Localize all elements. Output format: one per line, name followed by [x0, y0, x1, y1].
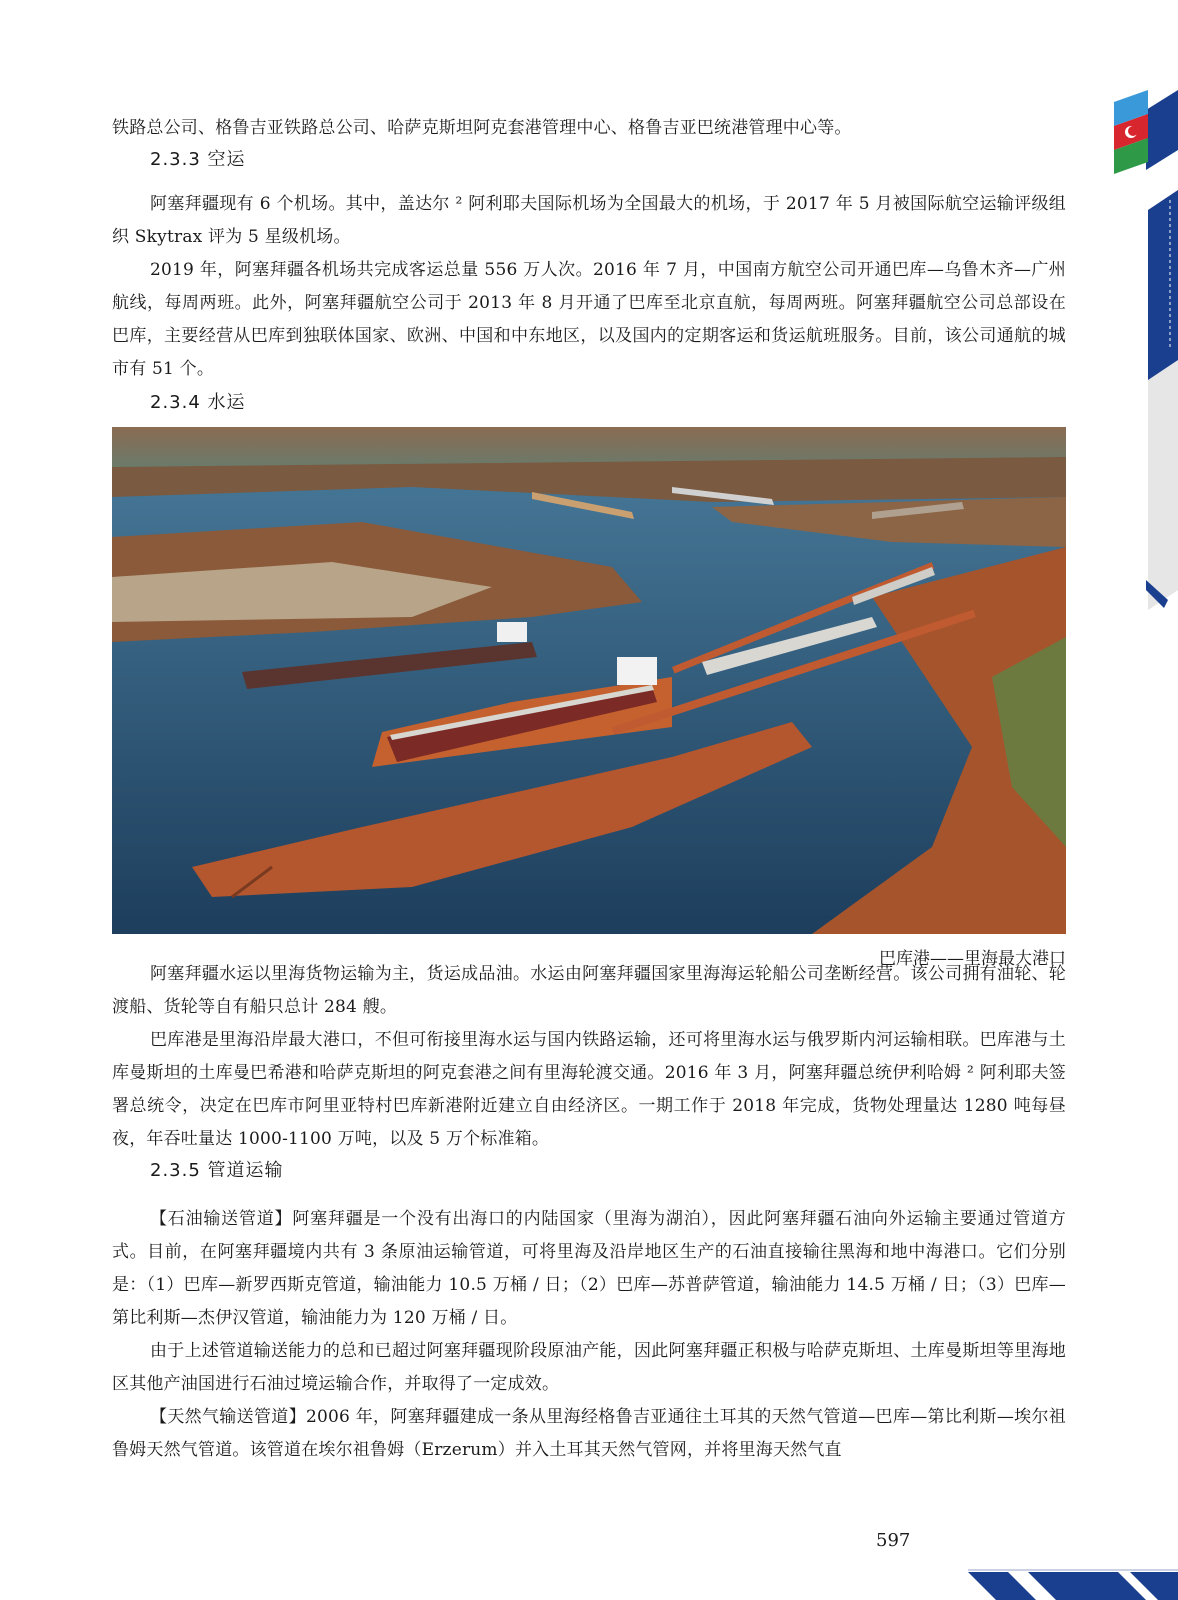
page-number: 597 [876, 1530, 911, 1551]
azerbaijan-flag-icon [1114, 90, 1148, 174]
paragraph-pipeline-cooperation: 由于上述管道输送能力的总和已超过阿塞拜疆现阶段原油产能，因此阿塞拜疆正积极与哈萨克斯坦、土库曼斯坦等里海地区其他产油国进行石油过境运输合作，并取得了一定成效。 [112, 1341, 1066, 1394]
paragraph-gas-pipeline: 【天然气输送管道】2006 年，阿塞拜疆建成一条从里海经格鲁吉亚通往土耳其的天然气管道—巴库—第比利斯—埃尔祖鲁姆天然气管道。该管道在埃尔祖鲁姆（Erzerum）并入土耳其天然气管网，并将里海天然气直 [112, 1407, 1066, 1460]
photo-caption: 巴库港——里海最大港口 [879, 949, 1066, 969]
paragraph-water-2: 巴库港是里海沿岸最大港口，不但可衔接里海水运与国内铁路运输，还可将里海水运与俄罗斯内河运输相联。巴库港与土库曼斯坦的土库曼巴希港和哈萨克斯坦的阿克套港之间有里海轮渡交通。2016 年 3 月，阿塞拜疆总统伊利哈姆 ² 阿利耶夫签署总统令，决定在巴库市阿里亚特村巴库新港附近建立自由经济区。一期工作于 2018 年完成，货物处理量达 1280 吨每昼夜，年吞吐量达 1000-1100 万吨，以及 5 万个标准箱。 [112, 1030, 1066, 1149]
section-heading-pipeline: 2.3.5 管道运输 [150, 1160, 284, 1181]
paragraph-rail-continued: 铁路总公司、格鲁吉亚铁路总公司、哈萨克斯坦阿克套港管理中心、格鲁吉亚巴统港管理中心等。 [112, 118, 852, 138]
section-heading-air: 2.3.3 空运 [150, 149, 246, 170]
footer-decoration [958, 1530, 1178, 1600]
paragraph-air-1: 阿塞拜疆现有 6 个机场。其中，盖达尔 ² 阿利耶夫国际机场为全国最大的机场，于 2017 年 5 月被国际航空运输评级组织 Skytrax 评为 5 星级机场。 [112, 194, 1066, 247]
port-photo [112, 427, 1066, 934]
sidebar-decoration [1088, 90, 1178, 610]
paragraph-water-1: 阿塞拜疆水运以里海货物运输为主，货运成品油。水运由阿塞拜疆国家里海海运轮船公司垄断经营。该公司拥有油轮、轮渡船、货轮等自有船只总计 284 艘。 [112, 964, 1066, 1017]
paragraph-air-2: 2019 年，阿塞拜疆各机场共完成客运总量 556 万人次。2016 年 7 月，中国南方航空公司开通巴库—乌鲁木齐—广州航线，每周两班。此外，阿塞拜疆航空公司于 2013 年 8 月开通了巴库至北京直航，每周两班。阿塞拜疆航空公司总部设在巴库，主要经营从巴库到独联体国家、欧洲、中国和中东地区，以及国内的定期客运和货运航班服务。目前，该公司通航的城市有 51 个。 [112, 260, 1066, 379]
paragraph-oil-pipeline: 【石油输送管道】阿塞拜疆是一个没有出海口的内陆国家（里海为湖泊），因此阿塞拜疆石油向外运输主要通过管道方式。目前，在阿塞拜疆境内共有 3 条原油运输管道，可将里海及沿岸地区生产的石油直接输往黑海和地中海港口。它们分别是：（1）巴库—新罗西斯克管道，输油能力 10.5 万桶 / 日；（2）巴库—苏普萨管道，输油能力 14.5 万桶 / 日；（3）巴库—第比利斯—杰伊汉管道，输油能力为 120 万桶 / 日。 [112, 1209, 1066, 1328]
section-heading-water: 2.3.4 水运 [150, 392, 246, 413]
